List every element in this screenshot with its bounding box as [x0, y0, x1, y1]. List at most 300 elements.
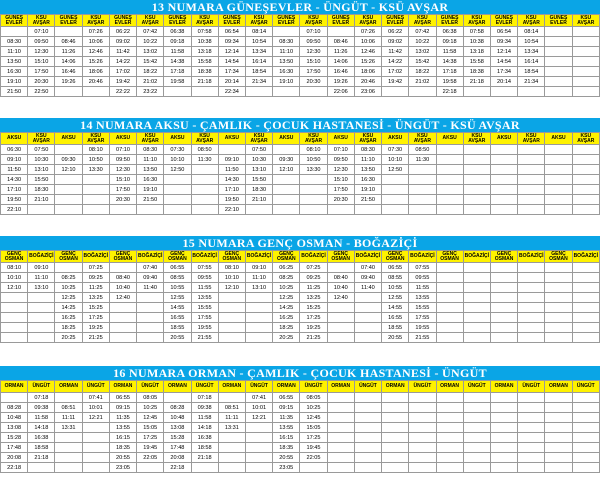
- time-cell: [382, 463, 409, 473]
- time-cell: 21:25: [300, 333, 327, 343]
- time-cell: [572, 205, 599, 215]
- header-row: [1, 15, 600, 27]
- time-cell: 07:30: [382, 145, 409, 155]
- column-header: KSÜ AVŞAR: [354, 15, 381, 27]
- time-cell: [545, 273, 572, 283]
- table-row: [1, 333, 600, 343]
- time-cell: 10:01: [82, 403, 109, 413]
- time-cell: 15:05: [300, 423, 327, 433]
- time-cell: 12:30: [28, 47, 55, 57]
- column-header: ORMAN: [164, 381, 191, 393]
- time-cell: [545, 185, 572, 195]
- header-row: [1, 133, 600, 145]
- time-cell: [82, 443, 109, 453]
- time-cell: 15:10: [109, 175, 136, 185]
- time-cell: [518, 283, 545, 293]
- time-cell: 10:10: [164, 155, 191, 165]
- time-cell: 14:06: [55, 57, 82, 67]
- time-cell: 09:50: [300, 37, 327, 47]
- column-header: KSÜ AVŞAR: [245, 15, 272, 27]
- time-cell: [572, 393, 599, 403]
- time-cell: 17:55: [191, 313, 218, 323]
- time-cell: 13:18: [191, 47, 218, 57]
- time-cell: 11:35: [273, 413, 300, 423]
- time-cell: [436, 463, 463, 473]
- time-cell: [164, 185, 191, 195]
- time-cell: [55, 87, 82, 97]
- time-cell: 10:48: [1, 413, 28, 423]
- time-cell: [245, 313, 272, 323]
- time-cell: 13:25: [300, 293, 327, 303]
- time-cell: [137, 293, 164, 303]
- time-cell: 07:58: [191, 27, 218, 37]
- time-cell: 06:55: [164, 263, 191, 273]
- time-cell: [518, 303, 545, 313]
- time-cell: 21:34: [245, 77, 272, 87]
- time-cell: 20:55: [109, 453, 136, 463]
- column-header: ORMAN: [273, 381, 300, 393]
- column-header: AKSU: [164, 133, 191, 145]
- column-header: ORMAN: [490, 381, 517, 393]
- time-cell: 21:55: [409, 333, 436, 343]
- time-cell: [572, 413, 599, 423]
- time-cell: [572, 185, 599, 195]
- time-cell: [55, 185, 82, 195]
- time-cell: 18:06: [82, 67, 109, 77]
- time-cell: 16:15: [109, 433, 136, 443]
- time-cell: [409, 413, 436, 423]
- table-row: [1, 403, 600, 413]
- time-cell: [354, 413, 381, 423]
- column-header: GÜNEŞ EVLER: [382, 15, 409, 27]
- time-cell: [137, 333, 164, 343]
- column-header: GENÇ OSMAN: [382, 251, 409, 263]
- table-row: [1, 175, 600, 185]
- time-cell: [518, 333, 545, 343]
- time-cell: [463, 155, 490, 165]
- time-cell: 07:55: [409, 263, 436, 273]
- time-cell: [409, 403, 436, 413]
- time-cell: 09:50: [327, 155, 354, 165]
- time-cell: 19:26: [55, 77, 82, 87]
- time-cell: 09:55: [191, 273, 218, 283]
- column-header: ORMAN: [1, 381, 28, 393]
- time-cell: [409, 463, 436, 473]
- time-cell: 18:54: [518, 67, 545, 77]
- time-cell: [273, 195, 300, 205]
- time-cell: 08:50: [409, 145, 436, 155]
- time-cell: 20:14: [218, 77, 245, 87]
- time-cell: 07:10: [327, 145, 354, 155]
- time-cell: [463, 413, 490, 423]
- time-cell: 10:25: [137, 403, 164, 413]
- time-cell: [572, 333, 599, 343]
- time-cell: 08:10: [1, 263, 28, 273]
- time-cell: 07:10: [300, 27, 327, 37]
- time-cell: 10:54: [518, 37, 545, 47]
- time-cell: [82, 185, 109, 195]
- time-cell: [409, 175, 436, 185]
- time-cell: [82, 205, 109, 215]
- time-cell: 19:10: [137, 185, 164, 195]
- time-cell: [354, 333, 381, 343]
- time-cell: 09:02: [382, 37, 409, 47]
- table-row: [1, 313, 600, 323]
- time-cell: [28, 303, 55, 313]
- time-cell: [354, 423, 381, 433]
- time-cell: [409, 195, 436, 205]
- time-cell: 19:42: [382, 77, 409, 87]
- time-cell: [137, 303, 164, 313]
- time-cell: 07:25: [300, 263, 327, 273]
- column-header: AKSU: [436, 133, 463, 145]
- time-cell: [382, 433, 409, 443]
- time-cell: 07:10: [109, 145, 136, 155]
- time-cell: 11:40: [354, 283, 381, 293]
- time-cell: 09:10: [218, 155, 245, 165]
- time-cell: 21:50: [354, 195, 381, 205]
- time-cell: [354, 323, 381, 333]
- time-cell: 07:10: [28, 27, 55, 37]
- time-cell: 11:26: [327, 47, 354, 57]
- time-cell: 06:55: [273, 393, 300, 403]
- time-cell: 08:46: [55, 37, 82, 47]
- time-cell: 19:58: [164, 77, 191, 87]
- column-header: ORMAN: [218, 381, 245, 393]
- time-cell: 11:10: [245, 273, 272, 283]
- column-header: AKSU: [109, 133, 136, 145]
- time-cell: 08:30: [273, 37, 300, 47]
- time-cell: [490, 413, 517, 423]
- time-cell: [572, 27, 599, 37]
- time-cell: [518, 403, 545, 413]
- route-13-title: 13 NUMARA GÜNEŞEVLER - ÜNGÜT - KSÜ AVŞAR: [0, 0, 600, 14]
- time-cell: [327, 303, 354, 313]
- table-row: [1, 303, 600, 313]
- time-cell: 11:58: [28, 413, 55, 423]
- time-cell: [572, 175, 599, 185]
- time-cell: 15:28: [1, 433, 28, 443]
- time-cell: [490, 393, 517, 403]
- table-row: [1, 27, 600, 37]
- time-cell: [109, 313, 136, 323]
- time-cell: [382, 195, 409, 205]
- time-cell: 13:31: [218, 423, 245, 433]
- time-cell: 20:30: [28, 77, 55, 87]
- time-cell: [191, 87, 218, 97]
- time-cell: [545, 333, 572, 343]
- time-cell: 15:50: [28, 175, 55, 185]
- time-cell: [490, 463, 517, 473]
- time-cell: 06:22: [109, 27, 136, 37]
- time-cell: 11:40: [137, 283, 164, 293]
- time-cell: 10:50: [300, 155, 327, 165]
- time-cell: [463, 333, 490, 343]
- time-cell: 11:55: [191, 283, 218, 293]
- time-cell: 13:10: [28, 165, 55, 175]
- time-cell: 15:28: [164, 433, 191, 443]
- time-cell: [218, 433, 245, 443]
- time-cell: [436, 303, 463, 313]
- time-cell: [490, 303, 517, 313]
- time-cell: [490, 423, 517, 433]
- time-cell: 22:06: [327, 87, 354, 97]
- time-cell: 11:25: [82, 283, 109, 293]
- column-header: BOĞAZİÇİ: [28, 251, 55, 263]
- time-cell: [572, 273, 599, 283]
- time-cell: [545, 463, 572, 473]
- column-header: KSÜ AVŞAR: [28, 133, 55, 145]
- time-cell: 08:14: [518, 27, 545, 37]
- time-cell: 09:40: [354, 273, 381, 283]
- time-cell: [436, 423, 463, 433]
- time-cell: 09:50: [109, 155, 136, 165]
- time-cell: 13:55: [273, 423, 300, 433]
- time-cell: [572, 433, 599, 443]
- time-cell: 07:41: [82, 393, 109, 403]
- column-header: AKSU: [382, 133, 409, 145]
- time-cell: [490, 195, 517, 205]
- time-cell: [82, 463, 109, 473]
- time-cell: 22:10: [1, 205, 28, 215]
- column-header: BOĞAZİÇİ: [245, 251, 272, 263]
- time-cell: 12:30: [327, 165, 354, 175]
- time-cell: 08:05: [137, 393, 164, 403]
- time-cell: [245, 443, 272, 453]
- column-header: BOĞAZİÇİ: [354, 251, 381, 263]
- time-cell: 09:02: [109, 37, 136, 47]
- time-cell: 15:25: [82, 303, 109, 313]
- time-cell: [463, 165, 490, 175]
- column-header: KSÜ AVŞAR: [572, 133, 599, 145]
- time-cell: [300, 185, 327, 195]
- time-cell: 19:10: [1, 77, 28, 87]
- time-cell: 22:18: [164, 463, 191, 473]
- time-cell: [327, 205, 354, 215]
- column-header: BOĞAZİÇİ: [82, 251, 109, 263]
- time-cell: [1, 303, 28, 313]
- time-cell: 08:40: [109, 273, 136, 283]
- time-cell: [463, 195, 490, 205]
- time-cell: 12:21: [82, 413, 109, 423]
- column-header: GÜNEŞ EVLER: [218, 15, 245, 27]
- time-cell: 14:22: [109, 57, 136, 67]
- time-cell: [545, 403, 572, 413]
- time-cell: [273, 175, 300, 185]
- time-cell: 08:05: [300, 393, 327, 403]
- column-header: ORMAN: [327, 381, 354, 393]
- time-cell: [518, 313, 545, 323]
- time-cell: 21:18: [28, 453, 55, 463]
- time-cell: 13:50: [1, 57, 28, 67]
- time-cell: 19:50: [1, 195, 28, 205]
- time-cell: [436, 263, 463, 273]
- column-header: ORMAN: [382, 381, 409, 393]
- time-cell: 16:46: [55, 67, 82, 77]
- time-cell: 12:50: [164, 165, 191, 175]
- time-cell: 08:30: [354, 145, 381, 155]
- time-cell: [572, 423, 599, 433]
- time-cell: 20:25: [273, 333, 300, 343]
- time-cell: [327, 323, 354, 333]
- time-cell: [245, 87, 272, 97]
- time-cell: 20:08: [1, 453, 28, 463]
- table-row: [1, 283, 600, 293]
- time-cell: [409, 87, 436, 97]
- time-cell: [572, 47, 599, 57]
- time-cell: [273, 145, 300, 155]
- time-cell: [490, 443, 517, 453]
- column-header: GENÇ OSMAN: [327, 251, 354, 263]
- time-cell: [463, 323, 490, 333]
- time-cell: [490, 323, 517, 333]
- time-cell: 11:10: [1, 47, 28, 57]
- time-cell: 14:55: [164, 303, 191, 313]
- column-header: ÜNGÜT: [245, 381, 272, 393]
- table-row: [1, 205, 600, 215]
- time-cell: 20:14: [490, 77, 517, 87]
- route-15-title: 15 NUMARA GENÇ OSMAN - BOĞAZİÇİ: [0, 236, 600, 250]
- time-cell: [382, 205, 409, 215]
- time-cell: 09:18: [164, 37, 191, 47]
- time-cell: [82, 175, 109, 185]
- time-cell: 17:10: [1, 185, 28, 195]
- time-cell: 08:28: [164, 403, 191, 413]
- time-cell: 08:40: [327, 273, 354, 283]
- time-cell: 15:58: [463, 57, 490, 67]
- table-row: [1, 47, 600, 57]
- time-cell: 12:40: [109, 293, 136, 303]
- time-cell: [354, 463, 381, 473]
- time-cell: [572, 37, 599, 47]
- time-cell: [409, 393, 436, 403]
- time-cell: 09:10: [1, 155, 28, 165]
- time-cell: 09:10: [245, 263, 272, 273]
- time-cell: 08:10: [300, 145, 327, 155]
- time-cell: 17:25: [82, 313, 109, 323]
- time-cell: [545, 453, 572, 463]
- time-cell: [436, 185, 463, 195]
- time-cell: 14:54: [218, 57, 245, 67]
- time-cell: [327, 413, 354, 423]
- time-cell: 15:26: [354, 57, 381, 67]
- table-row: [1, 77, 600, 87]
- time-cell: [463, 175, 490, 185]
- header-row: [1, 381, 600, 393]
- time-cell: 18:30: [245, 185, 272, 195]
- time-cell: 09:15: [109, 403, 136, 413]
- time-cell: [436, 443, 463, 453]
- time-cell: 11:10: [28, 273, 55, 283]
- column-header: ÜNGÜT: [82, 381, 109, 393]
- time-cell: [463, 393, 490, 403]
- time-cell: 07:18: [28, 393, 55, 403]
- time-cell: 18:38: [463, 67, 490, 77]
- column-header: BOĞAZİÇİ: [463, 251, 490, 263]
- time-cell: 13:10: [245, 165, 272, 175]
- time-cell: 10:55: [164, 283, 191, 293]
- column-header: GENÇ OSMAN: [218, 251, 245, 263]
- time-cell: [409, 185, 436, 195]
- table-row: [1, 443, 600, 453]
- column-header: ÜNGÜT: [409, 381, 436, 393]
- column-header: ORMAN: [436, 381, 463, 393]
- time-cell: [300, 175, 327, 185]
- time-cell: 09:40: [137, 273, 164, 283]
- time-cell: 18:35: [273, 443, 300, 453]
- time-cell: [545, 47, 572, 57]
- time-cell: 16:14: [518, 57, 545, 67]
- time-cell: 11:50: [1, 165, 28, 175]
- time-cell: 20:55: [382, 333, 409, 343]
- time-cell: 22:18: [436, 87, 463, 97]
- time-cell: [28, 313, 55, 323]
- time-cell: 08:30: [1, 37, 28, 47]
- time-cell: [436, 273, 463, 283]
- column-header: ÜNGÜT: [137, 381, 164, 393]
- time-cell: 13:55: [409, 293, 436, 303]
- column-header: KSÜ AVŞAR: [191, 133, 218, 145]
- table-row: [1, 145, 600, 155]
- table-row: [1, 453, 600, 463]
- time-cell: [545, 443, 572, 453]
- time-cell: 14:25: [55, 303, 82, 313]
- time-cell: [436, 155, 463, 165]
- time-cell: 11:42: [109, 47, 136, 57]
- time-cell: 09:18: [436, 37, 463, 47]
- time-cell: [382, 453, 409, 463]
- time-cell: 08:46: [327, 37, 354, 47]
- time-cell: 17:10: [218, 185, 245, 195]
- time-cell: 21:02: [137, 77, 164, 87]
- time-cell: [490, 87, 517, 97]
- time-cell: [572, 195, 599, 205]
- time-cell: 07:25: [82, 263, 109, 273]
- time-cell: 16:30: [137, 175, 164, 185]
- time-cell: [409, 443, 436, 453]
- time-cell: 07:40: [137, 263, 164, 273]
- time-cell: 06:55: [382, 263, 409, 273]
- time-cell: [191, 195, 218, 205]
- time-cell: [545, 195, 572, 205]
- time-cell: 19:50: [218, 195, 245, 205]
- time-cell: [327, 453, 354, 463]
- time-cell: 12:46: [82, 47, 109, 57]
- time-cell: [354, 205, 381, 215]
- time-cell: 16:55: [164, 313, 191, 323]
- time-cell: [327, 433, 354, 443]
- table-row: [1, 413, 600, 423]
- column-header: AKSU: [273, 133, 300, 145]
- time-cell: [545, 413, 572, 423]
- column-header: GÜNEŞ EVLER: [545, 15, 572, 27]
- time-cell: [300, 205, 327, 215]
- time-cell: [382, 423, 409, 433]
- time-cell: 19:10: [273, 77, 300, 87]
- time-cell: [490, 283, 517, 293]
- time-cell: 12:21: [245, 413, 272, 423]
- time-cell: [382, 185, 409, 195]
- time-cell: [109, 323, 136, 333]
- time-cell: [55, 27, 82, 37]
- time-cell: [273, 27, 300, 37]
- time-cell: 17:34: [218, 67, 245, 77]
- column-header: KSÜ AVŞAR: [409, 133, 436, 145]
- time-cell: 12:30: [300, 47, 327, 57]
- time-cell: 18:35: [109, 443, 136, 453]
- time-cell: [490, 403, 517, 413]
- time-cell: [109, 263, 136, 273]
